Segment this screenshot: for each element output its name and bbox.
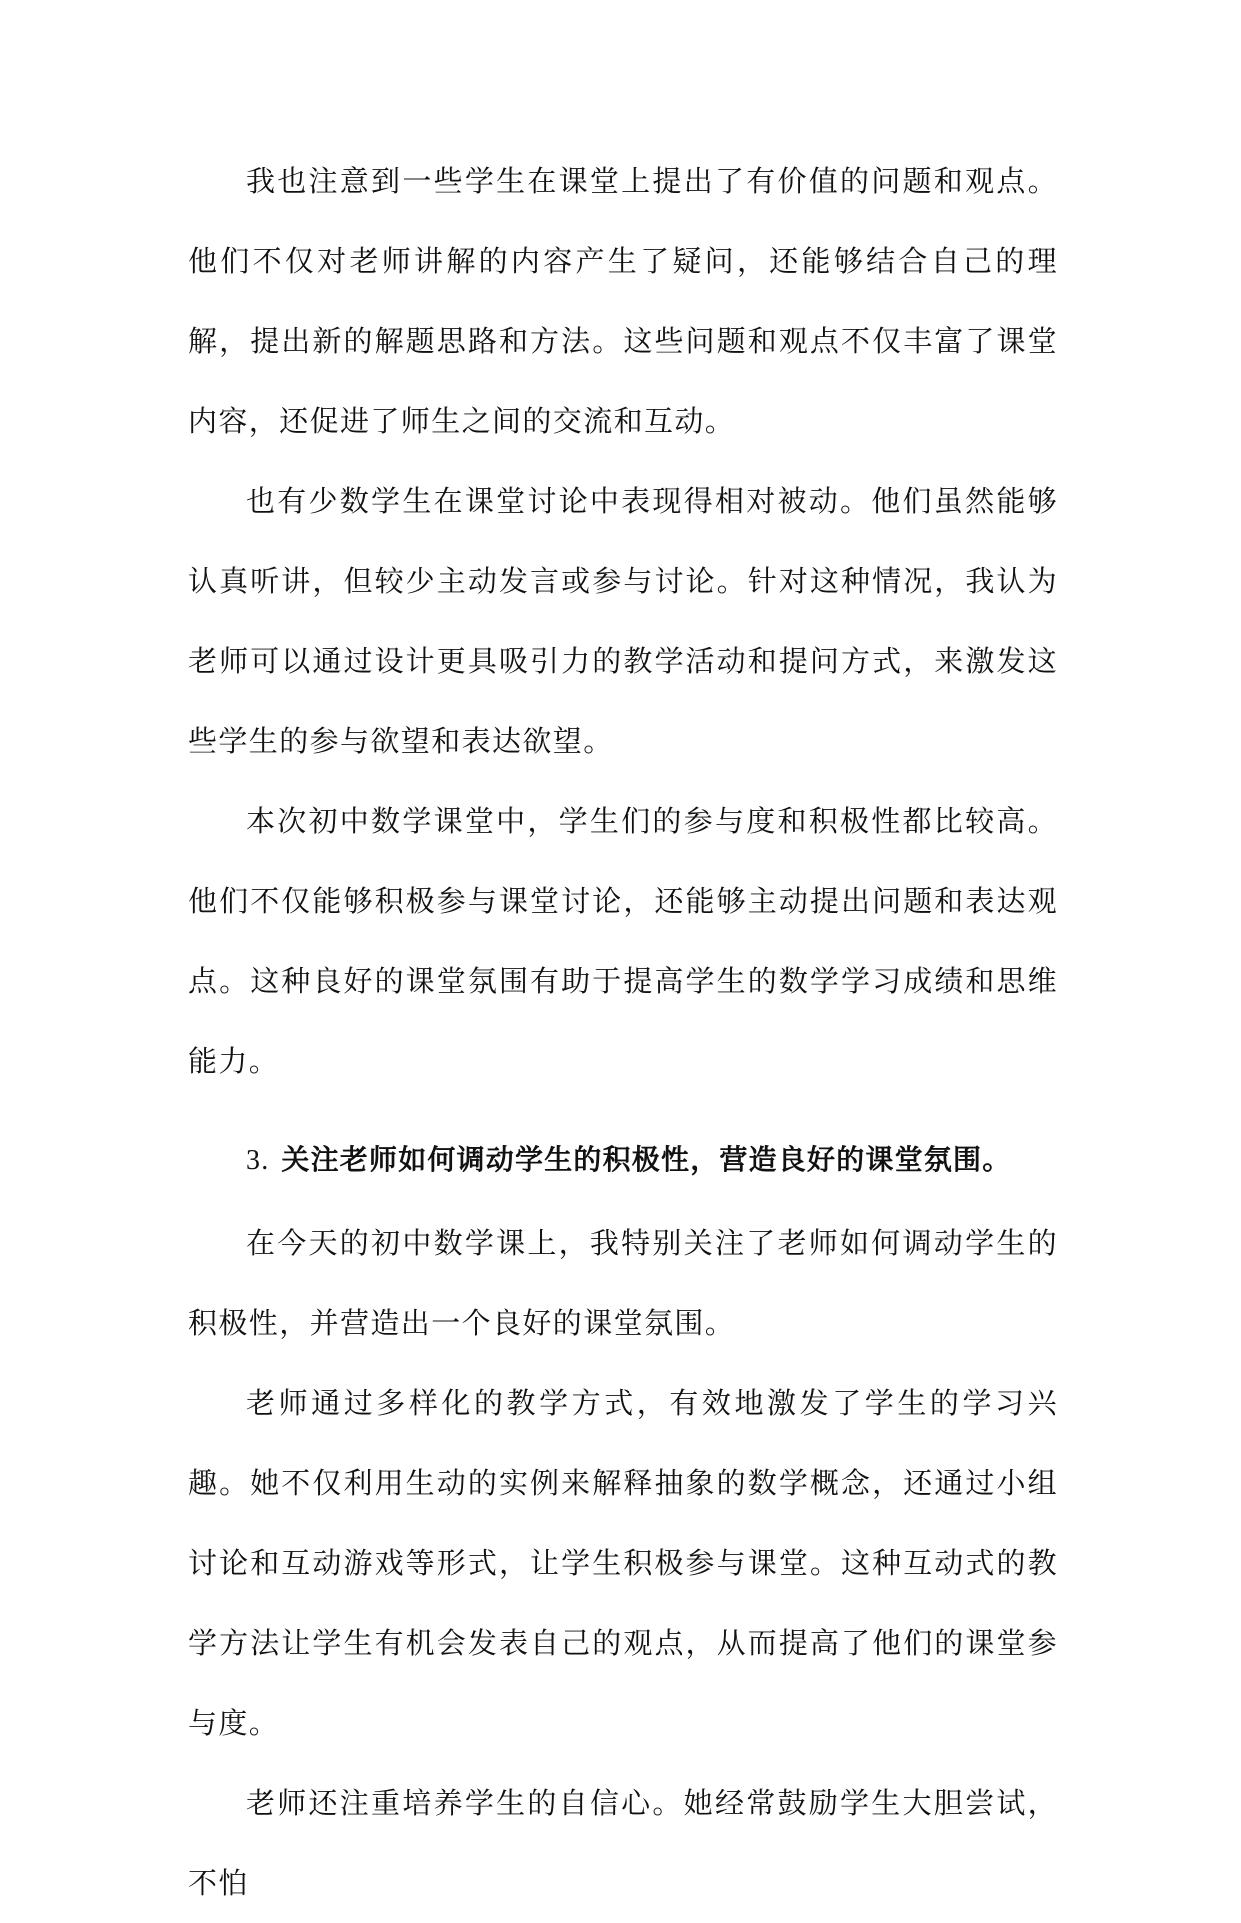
paragraph-teacher-focus: 在今天的初中数学课上，我特别关注了老师如何调动学生的积极性，并营造出一个良好的课堂氛围。 xyxy=(188,1226,1058,1340)
paragraph-teaching-methods: 老师通过多样化的教学方式，有效地激发了学生的学习兴趣。她不仅利用生动的实例来解释抽象的数学概念，还通过小组讨论和互动游戏等形式，让学生积极参与课堂。这种互动式的教学方法让学生有机会发表自己的观点，从而提高了他们的课堂参与度。 xyxy=(188,1386,1058,1740)
paragraph-passive-students: 也有少数学生在课堂讨论中表现得相对被动。他们虽然能够认真听讲，但较少主动发言或参与讨论。针对这种情况，我认为老师可以通过设计更具吸引力的教学活动和提问方式，来激发这些学生的参与欲望和表达欲望。 xyxy=(188,484,1058,758)
paragraph-student-questions: 我也注意到一些学生在课堂上提出了有价值的问题和观点。他们不仅对老师讲解的内容产生了疑问，还能够结合自己的理解，提出新的解题思路和方法。这些问题和观点不仅丰富了课堂内容，还促进了师生之间的交流和互动。 xyxy=(188,164,1058,438)
section-number: 3. xyxy=(246,1145,270,1176)
paragraph-participation-summary: 本次初中数学课堂中，学生们的参与度和积极性都比较高。他们不仅能够积极参与课堂讨论，还能够主动提出问题和表达观点。这种良好的课堂氛围有助于提高学生的数学学习成绩和思维能力。 xyxy=(188,804,1058,1078)
section-heading xyxy=(188,1101,1058,1203)
section-title: 关注老师如何调动学生的积极性，营造良好的课堂氛围。 xyxy=(281,1143,1012,1176)
paragraph-confidence: 老师还注重培养学生的自信心。她经常鼓励学生大胆尝试，不怕 xyxy=(188,1786,1058,1900)
document-body xyxy=(188,141,1058,1923)
